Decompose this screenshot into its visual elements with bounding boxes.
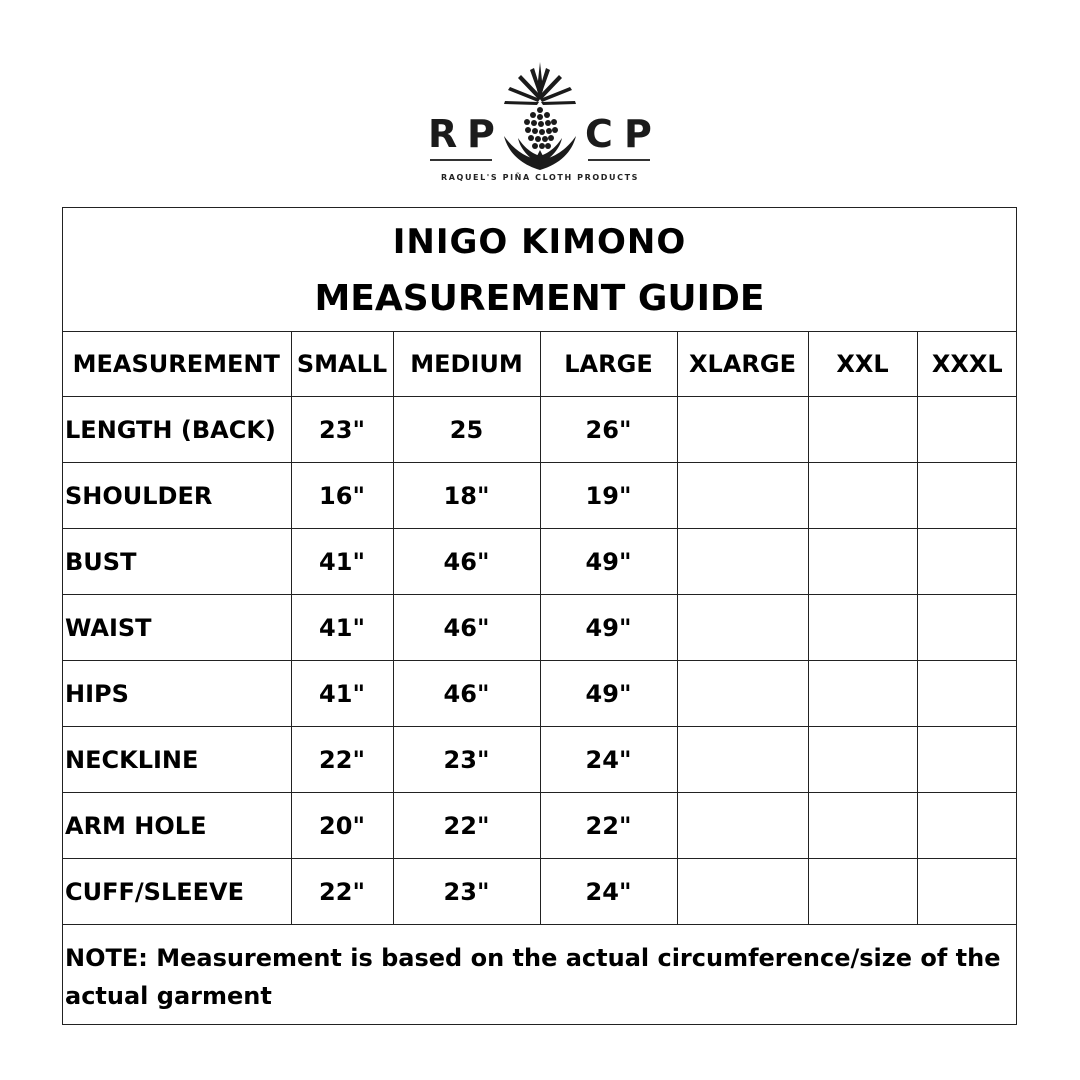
table-cell: 22" [291, 727, 393, 793]
column-header: XXL [808, 332, 917, 397]
table-cell [677, 727, 808, 793]
column-header: XXXL [917, 332, 1017, 397]
table-cell [808, 661, 917, 727]
brand-letter-c: C [585, 112, 613, 156]
guide-title: MEASUREMENT GUIDE [314, 278, 765, 319]
table-cell [917, 661, 1017, 727]
row-label: LENGTH (BACK) [62, 397, 291, 463]
table-cell: 46" [393, 595, 540, 661]
brand-rule-left [430, 159, 492, 161]
table-cell [677, 397, 808, 463]
table-cell: 49" [540, 529, 677, 595]
table-cell [677, 793, 808, 859]
pineapple-icon [490, 60, 590, 172]
table-header-row [62, 332, 1017, 397]
table-cell [917, 529, 1017, 595]
table-cell: 41" [291, 529, 393, 595]
table-cell [917, 727, 1017, 793]
table-cell [917, 595, 1017, 661]
table-cell: 25 [393, 397, 540, 463]
table-cell [917, 859, 1017, 925]
table-cell [808, 727, 917, 793]
table-cell [917, 463, 1017, 529]
table-row [62, 727, 1017, 793]
table-cell: 24" [540, 859, 677, 925]
table-cell: 16" [291, 463, 393, 529]
column-header: XLARGE [677, 332, 808, 397]
table-cell: 20" [291, 793, 393, 859]
brand-letter-r: R [428, 112, 458, 156]
table-cell: 41" [291, 595, 393, 661]
column-header: MEASUREMENT [62, 332, 291, 397]
brand-rule-right [588, 159, 650, 161]
table-cell: 26" [540, 397, 677, 463]
table-cell: 46" [393, 529, 540, 595]
table-cell [677, 859, 808, 925]
table-cell: 24" [540, 727, 677, 793]
brand-letter-p: P [467, 112, 495, 156]
table-cell: 23" [291, 397, 393, 463]
table-cell: 41" [291, 661, 393, 727]
table-row [62, 661, 1017, 727]
table-cell: 22" [540, 793, 677, 859]
row-label: HIPS [62, 661, 291, 727]
note-row [62, 925, 1017, 1030]
table-cell: 22" [393, 793, 540, 859]
table-cell: 19" [540, 463, 677, 529]
table-cell: 23" [393, 727, 540, 793]
table-row [62, 859, 1017, 925]
brand-letter-p2: P [624, 112, 652, 156]
table-cell [808, 397, 917, 463]
table-cell: 46" [393, 661, 540, 727]
table-cell [677, 595, 808, 661]
table-cell [677, 529, 808, 595]
row-label: WAIST [62, 595, 291, 661]
column-header: MEDIUM [393, 332, 540, 397]
row-label: SHOULDER [62, 463, 291, 529]
table-cell [808, 529, 917, 595]
row-label: NECKLINE [62, 727, 291, 793]
brand-tagline: RAQUEL'S PIÑA CLOTH PRODUCTS [441, 173, 639, 182]
table-cell [808, 793, 917, 859]
table-cell: 49" [540, 661, 677, 727]
row-label: CUFF/SLEEVE [62, 859, 291, 925]
table-cell: 49" [540, 595, 677, 661]
table-cell [917, 397, 1017, 463]
table-cell: 22" [291, 859, 393, 925]
table-row [62, 463, 1017, 529]
column-header: SMALL [291, 332, 393, 397]
row-label: BUST [62, 529, 291, 595]
row-label: ARM HOLE [62, 793, 291, 859]
note-text: NOTE: Measurement is based on the actual circumference/size of the actual garment [62, 925, 1017, 1030]
table-row [62, 397, 1017, 463]
table-cell: 18" [393, 463, 540, 529]
table-cell [808, 859, 917, 925]
table-row [62, 595, 1017, 661]
table-cell [677, 463, 808, 529]
product-title: INIGO KIMONO [392, 222, 687, 262]
measurement-table [62, 331, 1017, 1029]
table-cell [808, 595, 917, 661]
table-row [62, 793, 1017, 859]
table-cell [917, 793, 1017, 859]
column-header: LARGE [540, 332, 677, 397]
table-row [62, 529, 1017, 595]
table-cell: 23" [393, 859, 540, 925]
table-cell [677, 661, 808, 727]
table-cell [808, 463, 917, 529]
